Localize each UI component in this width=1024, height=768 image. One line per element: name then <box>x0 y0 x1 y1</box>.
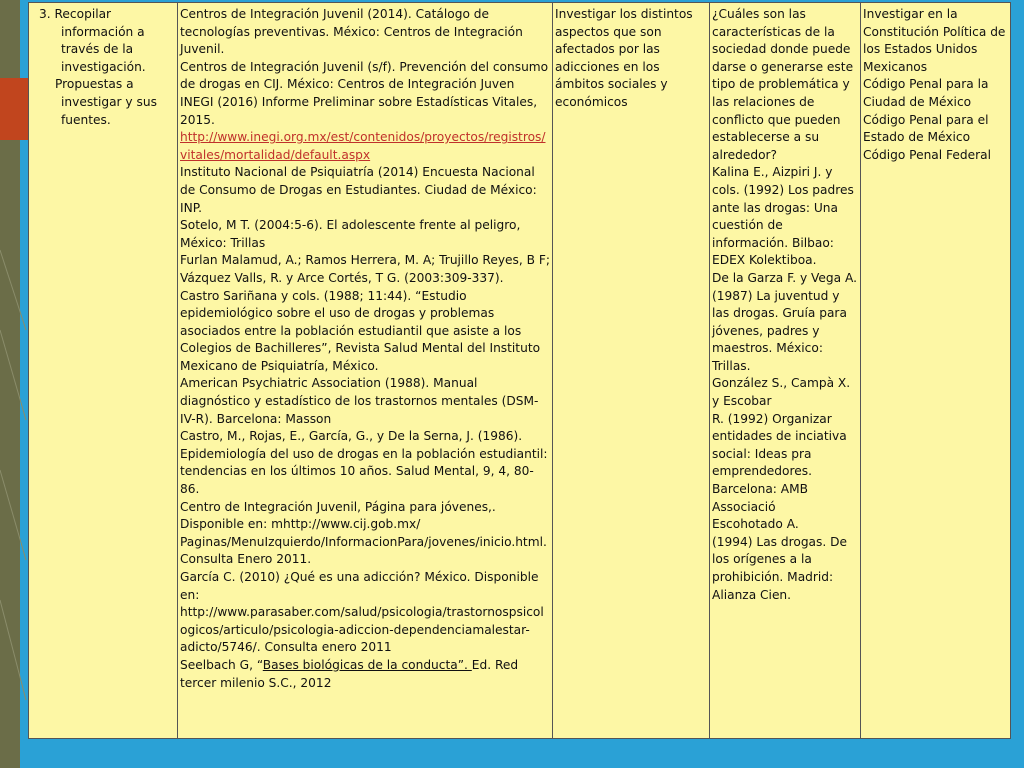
cell-legal-sources <box>861 3 1011 738</box>
reference-text: Ed. Red tercer milenio S.C., 2012 <box>180 657 519 690</box>
step-line: través de la <box>61 42 134 57</box>
reference-item: American Psychiatric Association (1988). Manual diagnóstico y estadístico de los trastornos mentales (DSM-IV-R). Barcelona: Masson <box>180 376 539 426</box>
reference-item: R. (1992) Organizar entidades de inciativa social: Ideas pra emprendedores. Barcelona: AMB Associació <box>712 411 847 514</box>
table-row <box>29 3 1010 738</box>
legal-item: Investigar en la Constitución Política de los Estados Unidos Mexicanos <box>863 7 1006 74</box>
reference-item: Kalina E., Aizpiri J. y cols. (1992) Los padres ante las drogas: Una cuestión de información. Bilbao: EDEX Kolektiboa. <box>712 165 854 268</box>
reference-item: INEGI (2016) Informe Preliminar sobre Estadísticas Vitales, 2015. <box>180 94 538 127</box>
reference-item: Escohotado A. <box>712 517 799 532</box>
legal-item: Código Penal para el Estado de México <box>863 112 989 145</box>
step-line: información a <box>61 24 145 39</box>
legal-item: Código Penal Federal <box>863 147 991 162</box>
aspects-text: Investigar los distintos aspectos que son afectados por las adicciones en los ámbitos sociales y económicos <box>555 7 693 109</box>
reference-text: Seelbach G, “ <box>180 657 263 672</box>
legal-item: Código Penal para la Ciudad de México <box>863 77 989 109</box>
reference-item: (1994) Las drogas. De los orígenes a la prohibición. Madrid: Alianza Cien. <box>712 534 848 602</box>
cell-references <box>178 3 553 738</box>
reference-item: De la Garza F. y Vega A. (1987) La juventud y las drogas. Gruía para jóvenes, padres y maestros. México: Trillas. <box>712 270 857 373</box>
reference-item: Sotelo, M T. (2004:5-6). El adolescente frente al peligro, México: Trillas <box>180 218 521 250</box>
step-line: investigar y sus <box>61 94 157 109</box>
step-line: Propuestas a <box>55 77 134 92</box>
reference-item <box>180 657 550 692</box>
step-line: fuentes. <box>61 112 111 127</box>
step-line: 3. Recopilar <box>39 7 112 21</box>
inegi-link[interactable]: http://www.inegi.org.mx/est/contenidos/proyectos/registros/vitales/mortalidad/default.aspx <box>180 130 546 162</box>
reference-item: Centro de Integración Juvenil, Página para jóvenes,. Disponible en: mhttp://www.cij.gob.mx/ Paginas/MenuIzquierdo/InformacionPara/jovenes/inicio.html. Consulta Enero 2011. <box>180 499 547 567</box>
cell-questions-sources <box>710 3 861 738</box>
content-table-container <box>28 2 1011 739</box>
question-text: ¿Cuáles son las características de la sociedad donde puede darse o generarse este tipo de problemática y las relaciones de conflicto que pueden establecerse a su alrededor? <box>712 7 854 162</box>
left-accent-block <box>0 78 28 140</box>
reference-item: Centros de Integración Juvenil (2014). Catálogo de tecnologías preventivas. México: Centros de Integración Juvenil. <box>180 7 523 57</box>
reference-item: García C. (2010) ¿Qué es una adicción? México. Disponible en: http://www.parasaber.com/salud/psicologia/trastornospsicologicos/articulo/psicologia-adiccion-dependenciamalestar-adicto/5746/. Consulta enero 2011 <box>180 570 544 655</box>
reference-item: Castro, M., Rojas, E., García, G., y De la Serna, J. (1986). Epidemiología del uso de drogas en la población estudiantil: tendencias en los últimos 10 años. Salud Mental, 9, 4, 80-86. <box>180 429 548 497</box>
reference-item: González S., Campà X. y Escobar <box>712 376 851 409</box>
reference-item: Instituto Nacional de Psiquiatría (2014) Encuesta Nacional de Consumo de Drogas en Estudiantes. Ciudad de México: INP. <box>180 165 537 215</box>
cell-step <box>29 3 178 738</box>
reference-underlined-title: Bases biológicas de la conducta”. <box>262 657 472 672</box>
step-line: investigación. <box>61 59 146 74</box>
reference-item: Castro Sariñana y cols. (1988; 11:44). “Estudio epidemiológico sobre el uso de drogas y problemas asociados entre la población estudiantil que asiste a los Colegios de Bachilleres”, Revista Salud Mental del Instituto Mexicano de Psiquiatría, México. <box>180 288 541 373</box>
content-table <box>29 3 1010 738</box>
reference-item: Furlan Malamud, A.; Ramos Herrera, M. A; Trujillo Reyes, B F; Vázquez Valls, R. y Arce Cortés, T G. (2003:309-337). <box>180 253 550 285</box>
reference-item: Centros de Integración Juvenil (s/f). Prevención del consumo de drogas en CIJ. México: Centros de Integración Juven <box>180 59 549 92</box>
cell-investigate-aspects <box>553 3 710 738</box>
